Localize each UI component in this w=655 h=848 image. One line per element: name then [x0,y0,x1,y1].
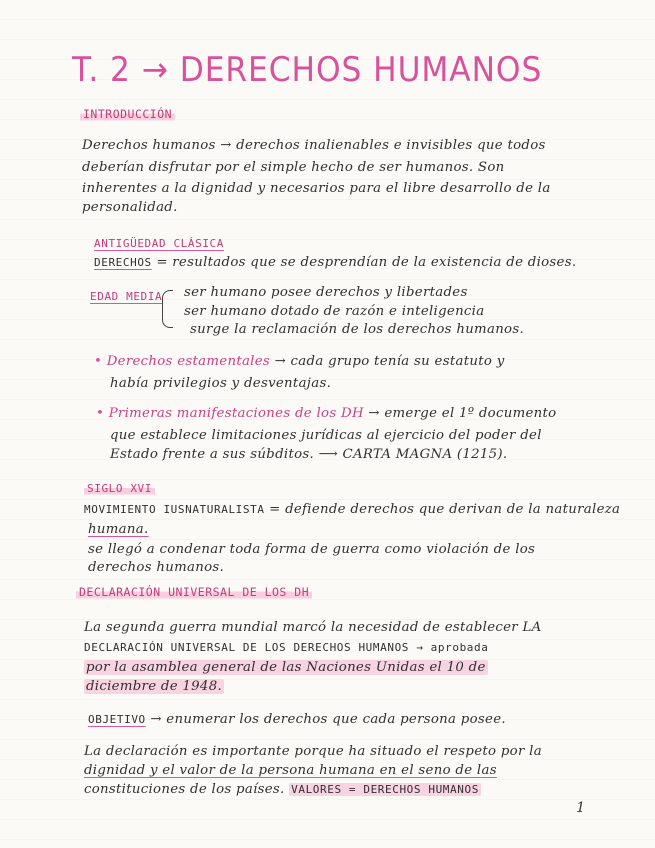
final-line-2: dignidad y el valor de la persona humana en el seno de las [84,763,497,778]
subheading-siglo-xvi: SIGLO XVI [84,482,155,495]
final-line-3: constituciones de los países. VALORES = DERECHOS HUMANOS [84,782,479,797]
final-line-1: La declaración es importante porque ha situado el respeto por la [84,744,542,759]
bullet-derechos-estamentales: • Derechos estamentales → cada grupo tenía su estatuto y [94,354,505,369]
intro-line-3: inherentes a la dignidad y necesarios para el libre desarrollo de la [82,181,551,196]
intro-line-2: deberían disfrutar por el simple hecho de ser humanos. Son [82,160,505,175]
declaracion-line-1: La segunda guerra mundial marcó la necesidad de establecer LA [84,620,542,635]
bullet-1-line-2: había privilegios y desventajas. [110,376,332,391]
antiguedad-line: DERECHOS = resultados que se desprendían de la existencia de dioses. [94,255,577,270]
bullet-2-line-3: Estado frente a sus súbditos. ⟶ CARTA MAGNA (1215). [110,447,508,462]
subheading-antiguedad: ANTIGÜEDAD CLÁSICA [94,237,225,250]
intro-line-1: Derechos humanos → derechos inalienables e invisibles que todos [82,138,546,153]
page-number: 1 [576,800,585,816]
siglo-line-4: derechos humanos. [88,560,225,575]
section-heading-declaracion: DECLARACIÓN UNIVERSAL DE LOS DH [76,585,312,599]
declaracion-line-3: por la asamblea general de las Naciones Unidas el 10 de [86,660,486,675]
declaracion-line-2: DECLARACIÓN UNIVERSAL DE LOS DERECHOS HUMANOS → aprobada [84,641,489,654]
intro-line-4: personalidad. [82,200,178,215]
edad-media-item-3: surge la reclamación de los derechos humanos. [190,322,525,337]
bullet-2-line-2: que establece limitaciones jurídicas al ejercicio del poder del [110,428,542,443]
edad-media-item-1: ser humano posee derechos y libertades [184,285,468,300]
brace-decoration [162,290,173,328]
bullet-primeras-manifestaciones: • Primeras manifestaciones de los DH → emerge el 1º documento [96,406,557,421]
siglo-line-1: MOVIMIENTO IUSNATURALISTA = defiende derechos que derivan de la naturaleza [84,502,621,517]
section-heading-introduccion: INTRODUCCIÓN [80,107,175,121]
subheading-edad-media: EDAD MEDIA [90,290,163,303]
valores-highlight: VALORES = DERECHOS HUMANOS [291,783,479,796]
declaracion-line-4: diciembre de 1948. [86,679,222,694]
page-title: T. 2 → DERECHOS HUMANOS [72,50,543,90]
siglo-line-3: se llegó a condenar toda forma de guerra como violación de los [88,542,536,557]
objetivo-line: OBJETIVO → enumerar los derechos que cada persona posee. [88,712,506,727]
edad-media-item-2: ser humano dotado de razón e inteligencia [184,304,485,319]
bullet-dot-icon: • [96,406,105,421]
bullet-dot-icon: • [94,354,103,369]
siglo-line-2: humana. [88,522,149,537]
